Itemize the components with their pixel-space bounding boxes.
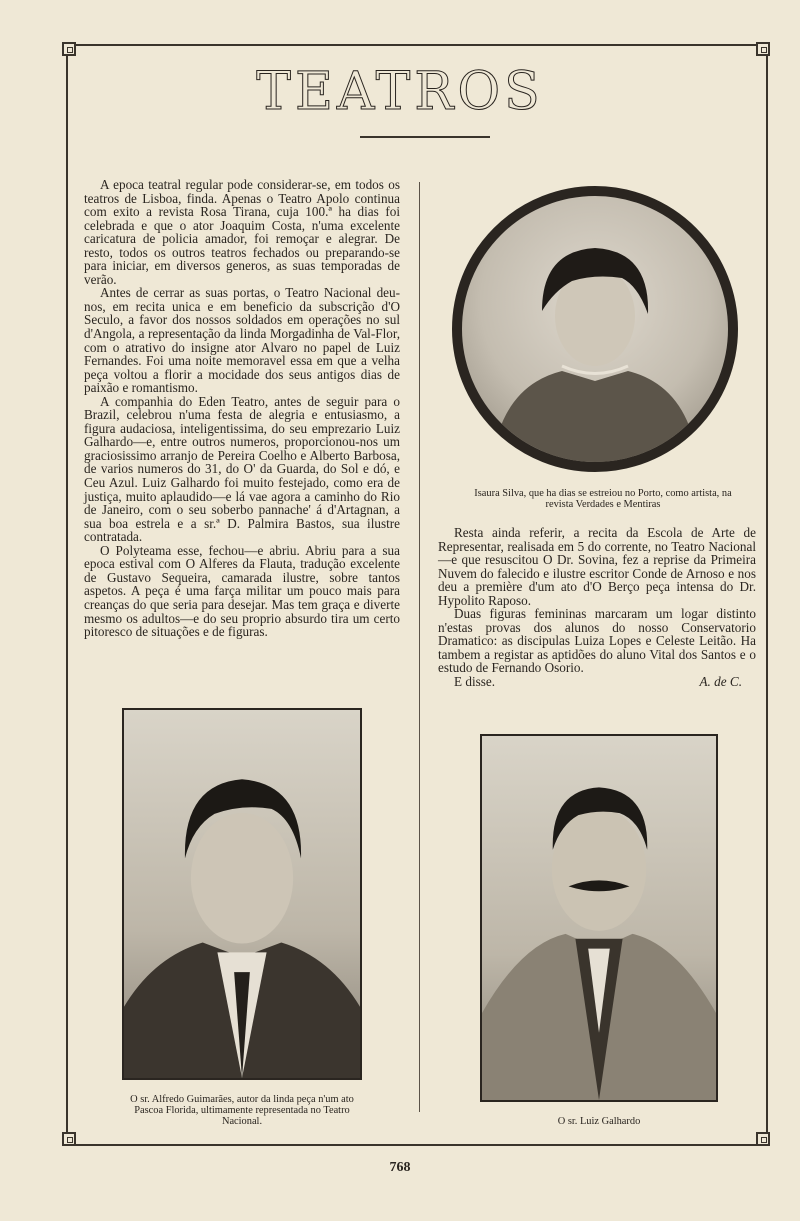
corner-ornament-top-right — [756, 42, 770, 56]
page-title: TEATROS — [256, 62, 544, 122]
corner-ornament-bottom-right — [756, 1132, 770, 1146]
corner-ornament-bottom-left — [62, 1132, 76, 1146]
column-divider — [419, 182, 420, 1112]
portrait-alfredo-guimaraes-image — [124, 710, 360, 1078]
portrait-isaura-silva-image — [462, 196, 728, 462]
paragraph: Resta ainda referir, a recita da Escola de Arte de Representar, realisada em 5 do corrente, no Teatro Nacional—e que resuscitou O Dr. Sovina, fez a reprise da Primeira Nuvem do falecido e ilustre escritor Conde de Arnoso e nos deu a première d'um ato d'O Berço peça intensa do Dr. Hypolito Raposo. — [438, 525, 756, 608]
corner-ornament-top-left — [62, 42, 76, 56]
portrait-luiz-galhardo — [480, 734, 718, 1102]
portrait-luiz-galhardo-image — [482, 736, 716, 1100]
title-rule — [360, 136, 490, 138]
left-column — [84, 178, 400, 639]
caption-isaura-silva: Isaura Silva, que ha dias se estreiou no Porto, como artista, na revista Verdades e Mentiras — [474, 488, 732, 510]
author-signature: A. de C. — [699, 674, 742, 690]
caption-luiz-galhardo: O sr. Luiz Galhardo — [557, 1116, 641, 1127]
caption-alfredo-guimaraes: O sr. Alfredo Guimarães, autor da linda peça n'um ato Pascoa Florida, ultimamente representada no Teatro Nacional. — [130, 1094, 354, 1127]
closing-text: E disse. — [454, 674, 496, 690]
paragraph: Duas figuras femininas marcaram um logar distinto n'estas provas dos alunos do nosso Conservatorio Dramatico: as discipulas Luiza Lopes e Celeste Leitão. Ha tambem a registar as aptidões do aluno Vital dos Santos e o estudo de Fernando Osorio. — [438, 606, 756, 676]
portrait-isaura-silva — [452, 186, 738, 472]
paragraph: A companhia do Eden Teatro, antes de seguir para o Brazil, celebrou n'uma festa de alegria e entusiasmo, a figura audaciosa, inteligentissima, do seu emprezario Luiz Galhardo—e, entre outros numeros, proporcionou-nos um graciosissimo arranjo de Pereira Coelho e Alberto Barbosa, de varios numeros do 31, do O' da Guarda, do Sol e dó, e Ceu Azul. Luiz Galhardo foi muito festejado, como era de justiça, muito aplaudido—e lá vae agora a caminho do Rio de Janeiro, com o seu soberbo pannache' á d'Artagnan, a sua boa estrela e a sr.ª D. Palmira Bastos, sua ilustre contratada. — [84, 393, 400, 545]
portrait-alfredo-guimaraes — [122, 708, 362, 1080]
page-number: 768 — [389, 1160, 411, 1175]
paragraph: A epoca teatral regular pode considerar-se, em todos os teatros de Lisboa, finda. Apenas o Teatro Apolo continua com exito a revista Rosa Tirana, cuja 100.ª ha dias foi celebrada e que o ator Joaquim Costa, n'uma excelente caricatura de policia amador, foi remoçar e alegrar. De resto, todos os outros teatros fechados ou preparando-se para iniciar, em diversos generos, as suas temporadas de verão. — [84, 177, 400, 287]
paragraph: O Polyteama esse, fechou—e abriu. Abriu para a sua epoca estival com O Alferes da Flauta, tradução excelente de Gustavo Sequeira, camarada ilustre, sobre tantos aspetos. A peça é uma farça militar um pouco mais para creanças do que seria para desejar. Mas tem graça e diverte mesmo os adultos—e do seu proprio absurdo tira um certo pitoresco de situações e de figuras. — [84, 542, 400, 640]
right-column — [438, 526, 756, 689]
signature-line — [438, 675, 756, 689]
paragraph: Antes de cerrar as suas portas, o Teatro Nacional deu-nos, em recita unica e em beneficio da subscrição d'O Seculo, a favor dos nossos soldados em operações no sul d'Angola, a representação da linda Morgadinha de Val-Flor, com o atrativo do insigne ator Alvaro no papel de Luiz Fernandes. Foi uma noite memoravel essa em que a velha peça voltou a florir a mocidade dos seus antigos dias de paixão e romantismo. — [84, 285, 400, 396]
